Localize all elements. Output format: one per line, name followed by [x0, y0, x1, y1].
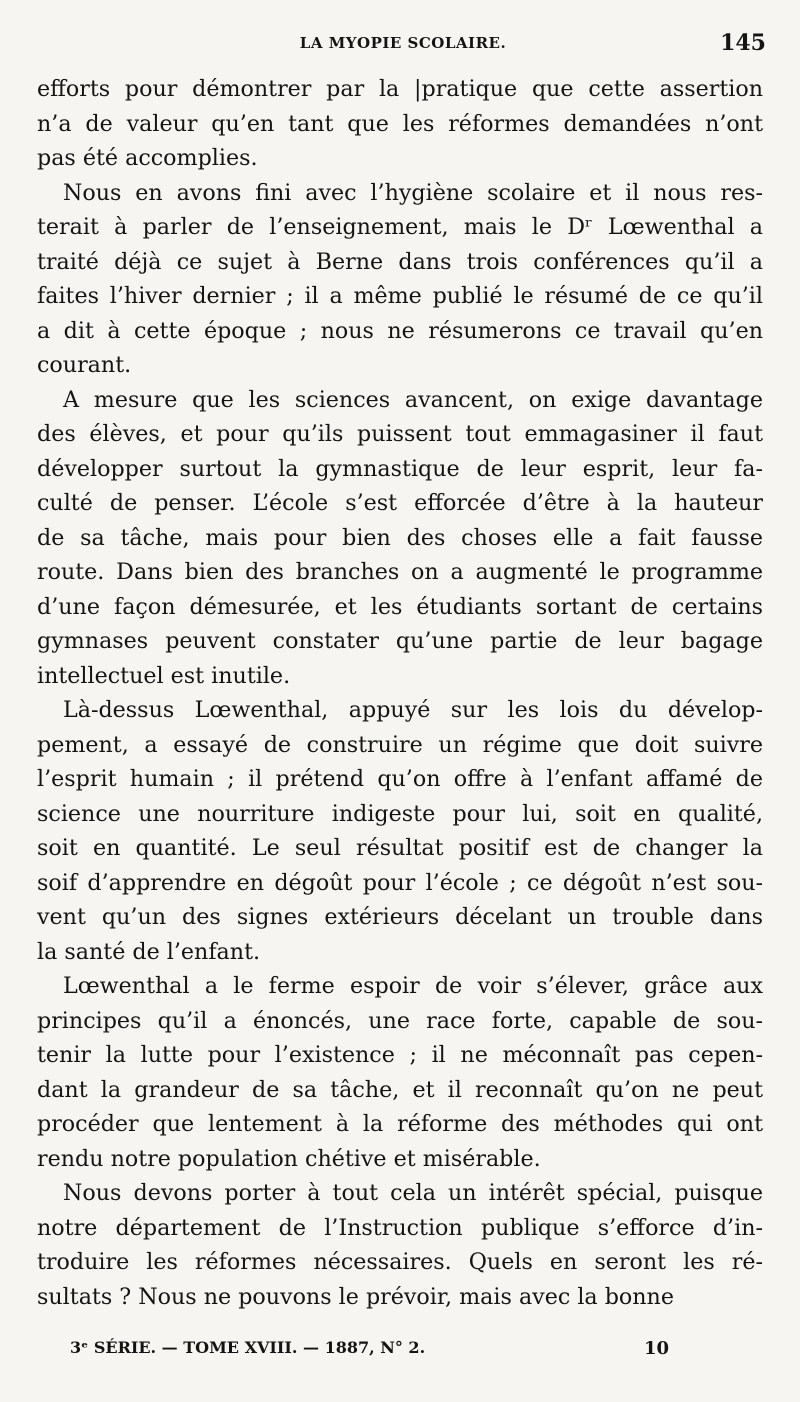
- paragraph: [37, 1176, 763, 1314]
- text-line: efforts pour démontrer par la |pratique que cette assertion: [37, 76, 763, 102]
- text-line: n’a de valeur qu’en tant que les réformes demandées n’ont: [37, 110, 763, 137]
- text-line: vent qu’un des signes extérieurs décelant un trouble dans: [37, 904, 763, 930]
- text-line: soif d’apprendre en dégoût pour l’école ; ce dégoût n’est sou-: [37, 869, 763, 896]
- text-line: Nous devons porter à tout cela un intérêt spécial, puisque: [63, 1180, 763, 1206]
- text-line: troduire les réformes nécessaires. Quels en seront les ré-: [37, 1249, 763, 1275]
- text-line: a dit à cette époque ; nous ne résumerons ce travail qu’en: [37, 317, 763, 344]
- text-line: sultats ? Nous ne pouvons le prévoir, mais avec la bonne: [37, 1283, 674, 1310]
- paragraph: [37, 693, 763, 969]
- paragraph: [37, 176, 763, 383]
- text-line: des élèves, et pour qu’ils puissent tout emmagasiner il faut: [37, 421, 763, 447]
- text-line: gymnases peuvent constater qu’une partie de leur bagage: [37, 628, 763, 654]
- text-line: tenir la lutte pour l’existence ; il ne méconnaît pas cepen-: [37, 1042, 763, 1068]
- paragraph: [37, 72, 763, 176]
- text-line: A mesure que les sciences avancent, on exige davantage: [63, 386, 763, 413]
- text-line: notre département de l’Instruction publique s’efforce d’in-: [37, 1214, 763, 1241]
- text-line: rendu notre population chétive et misérable.: [37, 1145, 541, 1172]
- page-header: [40, 30, 766, 62]
- text-line: traité déjà ce sujet à Berne dans trois conférences qu’il a: [37, 248, 763, 275]
- text-line: route. Dans bien des branches on a augmenté le programme: [37, 559, 763, 585]
- text-line: la santé de l’enfant.: [37, 938, 261, 965]
- text-line: Là-dessus Lœwenthal, appuyé sur les lois du dévelop-: [63, 697, 763, 723]
- paragraph: [37, 383, 763, 694]
- signature-mark: 10: [644, 1338, 670, 1359]
- text-line: culté de penser. L’école s’est efforcée d’être à la hauteur: [37, 490, 763, 516]
- text-line: faites l’hiver dernier ; il a même publié le résumé de ce qu’il: [37, 283, 763, 309]
- text-line: procéder que lentement à la réforme des méthodes qui ont: [37, 1111, 763, 1137]
- running-title: LA MYOPIE SCOLAIRE.: [299, 34, 507, 52]
- body-text: [37, 72, 763, 1314]
- text-line: d’une façon démesurée, et les étudiants sortant de certains: [37, 593, 763, 620]
- text-line: science une nourriture indigeste pour lui, soit en qualité,: [37, 800, 763, 827]
- text-line: de sa tâche, mais pour bien des choses elle a fait fausse: [37, 524, 763, 551]
- page-footer: [70, 1338, 740, 1368]
- text-line: Nous en avons fini avec l’hygiène scolaire et il nous res-: [63, 179, 763, 206]
- text-line: intellectuel est inutile.: [37, 662, 291, 689]
- text-line: pas été accomplies.: [37, 145, 258, 171]
- text-line: soit en quantité. Le seul résultat positif est de changer la: [37, 835, 763, 861]
- text-line: courant.: [37, 352, 132, 378]
- text-line: terait à parler de l’enseignement, mais le Dʳ Lœwenthal a: [37, 214, 763, 240]
- page-number: 145: [720, 30, 766, 56]
- text-line: Lœwenthal a le ferme espoir de voir s’élever, grâce aux: [63, 973, 763, 999]
- text-line: pement, a essayé de construire un régime que doit suivre: [37, 731, 763, 758]
- text-line: l’esprit humain ; il prétend qu’on offre à l’enfant affamé de: [37, 766, 763, 792]
- paragraph: [37, 969, 763, 1176]
- text-line: développer surtout la gymnastique de leur esprit, leur fa-: [37, 455, 763, 482]
- text-line: principes qu’il a énoncés, une race forte, capable de sou-: [37, 1007, 763, 1034]
- series-info: 3ᵉ SÉRIE. — TOME XVIII. — 1887, N° 2.: [70, 1338, 426, 1357]
- text-line: dant la grandeur de sa tâche, et il reconnaît qu’on ne peut: [37, 1076, 763, 1103]
